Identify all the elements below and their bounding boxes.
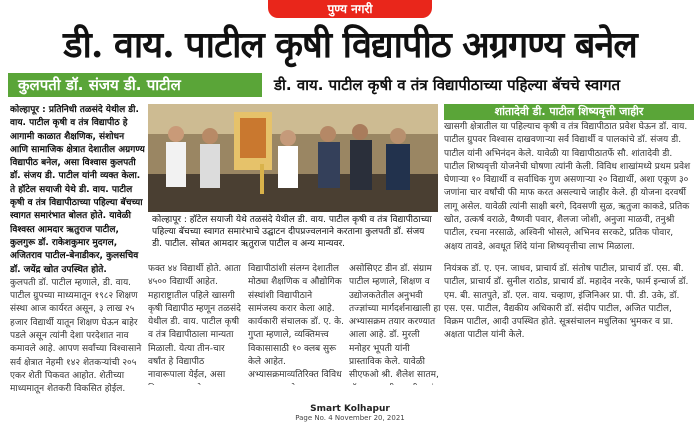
subheadline-chancellor: कुलपती डॉ. संजय डी. पाटील [8,73,278,97]
article-body-2: फक्त ४४ विद्यार्थी होते. आता ४५०० विद्यार्थी आहेत. महाराष्ट्रातील पहिले खासगी कृषी विद्यापीठ म्हणून तळसंदे येथील डी. वाय. पाटील कृषी व तंत्र विद्यापीठाला मान्यता मिळाली. येत्या तीन-चार वर्षांत हे विद्यापीठ नावारूपाला येईल, असा [148,264,241,381]
headline: डी. वाय. पाटील कृषी विद्यापीठ अग्रगण्य बनेल [63,24,637,66]
masthead-logo: पुण्य नगरी [268,0,432,18]
event-photo-illustration [148,104,438,212]
footer-page-info: Page No. 4 November 20, 2021 [295,414,405,422]
article-column-2 [148,263,244,385]
article-column-4 [349,263,441,385]
page-footer [0,405,700,423]
article-column-1 [10,104,145,394]
scholarship-box-text [444,121,694,256]
article-column-3 [248,263,344,385]
article-body-5: नियंत्रक डॉ. ए. एन. जाधव, प्राचार्य डॉ. संतोष पाटील, प्राचार्य डॉ. एस. बी. पाटील, प्राचार्य डॉ. सुनील राठोड, प्राचार्य डॉ. महादेव नरके, फार्म इन्चार्ज डॉ. एम. बी. सातपुते, डॉ. एल. वाय. चव्हाण, इंजिनिअर प्रा. पी. डी. उके, डॉ. एस. एस. पाटील, वैद्यकीय अधिकारी डॉ. संदीप पाटील, अजित पाटील, विक्रम पाटील, आदी उपस्थित होते. सूत्रसंचालन मधुलिका भुमकर व प्रा. अक्षता पाटील यांनी केले. [444,264,689,341]
subheadline-welcome: डी. वाय. पाटील कृषी व तंत्र विद्यापीठाच्या पहिल्या बॅचचे स्वागत [250,73,696,97]
article-body-1: कुलपती डॉ. पाटील म्हणाले, डी. वाय. पाटील ग्रुपच्या माध्यमातून १९८२ शिक्षण संस्था आज कार्यरत असून, ३ लाख २५ हजार विद्यार्थी यातून शिक्षण घेऊन बाहेर पडले असून त्यांनी देशा परदेशात नाव कमावले आहे. आपण सर्वांच्या विश्वासाने सर्व क्षेत्रात नेहमी १४२ शेतकऱ्यांची २०५ एकर शेती पिकवत आहोत. शेतीच्या माध्यमातून शेतकरी विकसित होईल. [10,277,142,394]
photo-caption: कोल्हापूर : हॉटेल सयाजी येथे तळसंदे येथील डी. वाय. पाटील कृषी व तंत्र विद्यापीठाच्या पहिल्या बॅचच्या स्वागत समारंभाचे उद्घाटन दीपप्रज्वलनाने करताना कुलपती डॉ. संजय डी. पाटील. सोबत आमदार ऋतुराज पाटील व अन्य मान्यवर. [148,212,438,257]
event-photo [148,104,438,212]
article-lead: कोल्हापूर : प्रतिनिधी तळसंदे येथील डी. वाय. पाटील कृषी व तंत्र विद्यापीठ हे आगामी काळात शैक्षणिक, संशोधन आणि सामाजिक क्षेत्रात देशातील अग्रगण्य विद्यापीठ बनेल, असा विश्वास कुलपती डॉ. संजय डी. पाटील यांनी व्यक्त केला. ते हॉटेल सयाजी येथे डी. वाय. पाटील कृषी व तंत्र विद्यापीठाच्या पहिल्या बॅचच्या स्वागत समारंभात बोलत होते. यावेळी विश्वस्त आमदार ऋतुराज पाटील, कुलगुरू डॉ. राकेशकुमार मुदगल, अजितराव पाटील-बेनाडीकर, कुलसचिव डॉ. जयेंद्र खोत उपस्थित होते. [10,105,145,275]
article-column-5 [444,263,694,385]
scholarship-box-title: शांतादेवी डी. पाटील शिष्यवृत्ती जाहीर [444,104,694,120]
article-body-3: विद्यापीठांशी संलग्न देशातील मोठ्या शैक्षणिक व औद्योगिक संस्थांशी विद्यापीठाने सामंजस्य करार केला आहे. कार्यकारी संचालक डॉ. ए. के. गुप्ता म्हणाले, व्यक्तिमत्त्व विकासासाठी १० क्लब सुरू केले आहेत. अभ्यासक्रमाव्यतिरिक्त विविध [248,264,344,381]
scholarship-body: खासगी क्षेत्रातील या पहिल्याच कृषी व तंत्र विद्यापीठात प्रवेश घेऊन डॉ. वाय. पाटील ग्रुपवर विश्वास दाखवणाऱ्या सर्व विद्यार्थी व पालकांचे डॉ. संजय डी. पाटील यांनी अभिनंदन केले. यावेळी या विद्यापीठातर्फे सौ. शांतादेवी डी. पाटील शिष्यवृत्ती योजनेची घोषणा त्यांनी केली. विविध शाखांमध्ये प्रथम प्रवेश घेणाऱ्या १० विद्यार्थी व सर्वाधिक गुण असणाऱ्या २० विद्यार्थी, अशा एकूण ३० जणांना चार वर्षांची फी माफ करत असल्याचे जाहीर केले. ही योजना दरवर्षी लागू असेल. यावेळी त्यांनी साक्षी बरगे, दिवसणी सुळ, ऋतुजा काकडे, प्रतिक खोत, उत्कर्ष वराळे, वैष्णवी पवार, शैलजा जोशी, अनुजा माळवी, तनुश्री पाटील, रचना नरसाळे, अश्विनी भोसले, अभिनव सरकटे, प्रतिक पोवार, अक्षय तावडे, अवधूत शिंदे यांना शिष्यवृत्तीचा लाभ मिळाला. [444,122,691,252]
article-body-4: असोसिएट डीन डॉ. संग्राम पाटील म्हणाले, शिक्षण व उद्योजकतेतील अनुभवी तज्ज्ञांच्या मार्गदर्शनाखाली हा अभ्यासक्रम तयार करण्यात आला आहे. डॉ. मुरली मनोहर भूपती यांनी प्रास्ताविक केले. यावेळी सीएफओ श्री. शैलेश सातम, [349,264,441,381]
footer-brand: Smart Kolhapur [310,404,390,414]
